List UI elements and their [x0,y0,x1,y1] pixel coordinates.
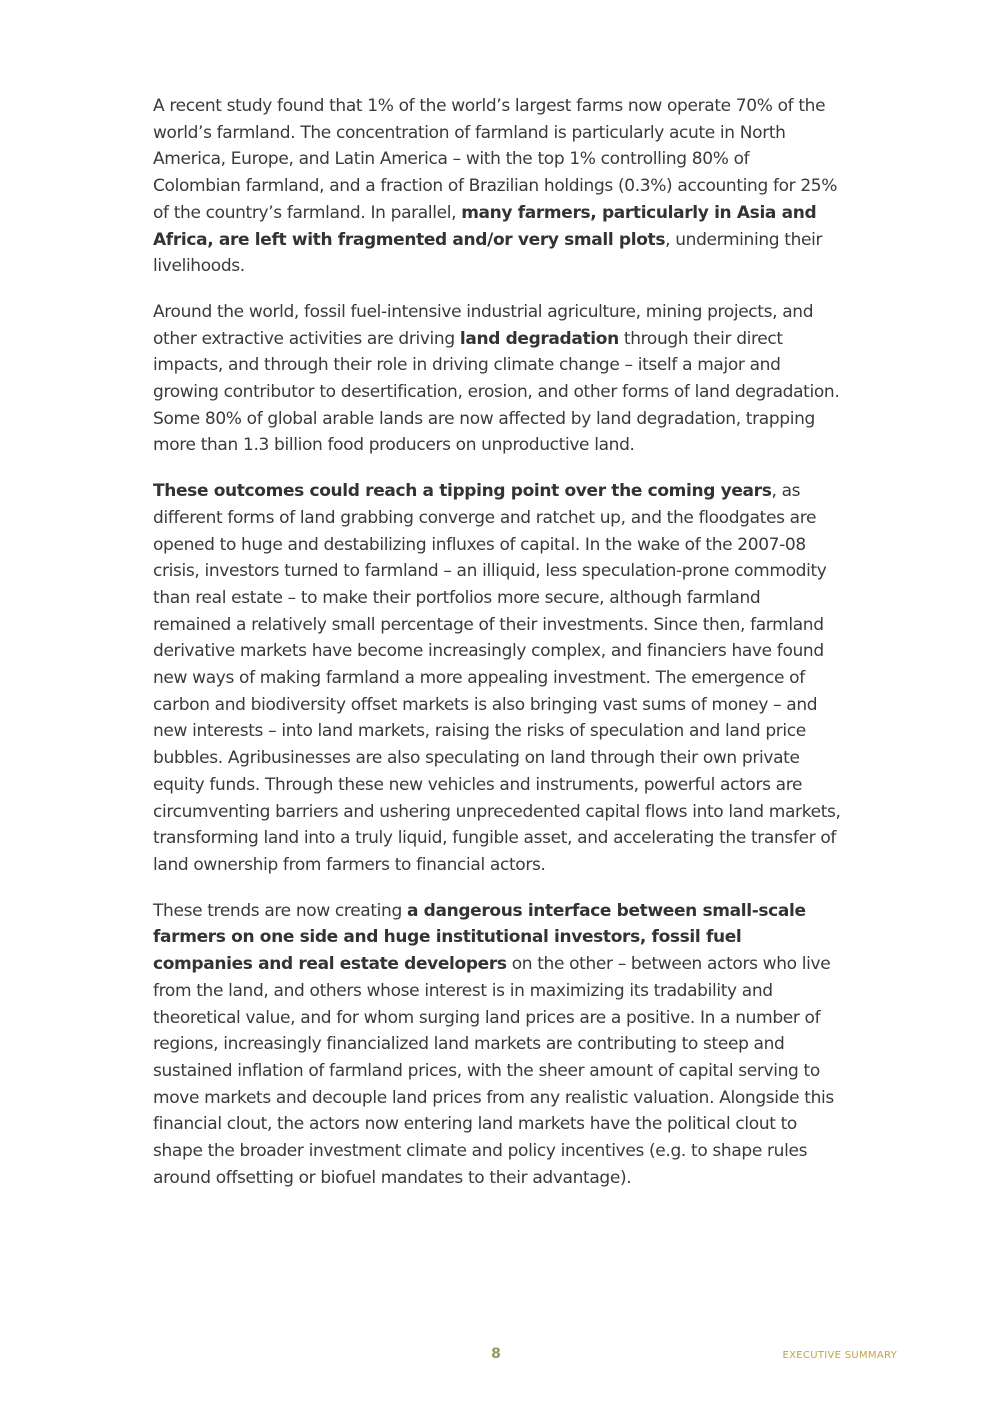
paragraph-text: Around the world, fossil fuel-intensive industrial agriculture, mining projects, and other extractive activities are driving [153,301,814,349]
paragraph-emphasis: many farmers, particularly in Asia and Africa, are left with fragmented and/or very small plots [153,202,817,250]
paragraph-emphasis: These outcomes could reach a tipping point over the coming years [153,481,772,502]
paragraph-text: on the other – between actors who live from the land, and others whose interest is in maximizing its tradability and theoretical value, and for whom surging land prices are a positive. In a number of regions, increasingly financialized land markets are contributing to steep and sustained inflation of farmland prices, with the sheer amount of capital serving to move markets and decouple land prices from any realistic valuation. Alongside this financial clout, the actors now entering land markets have the political clout to shape the broader investment climate and policy incentives (e.g. to shape rules around offsetting or biofuel mandates to their advantage). [153,954,834,1188]
paragraph-text: , undermining their livelihoods. [153,229,823,277]
section-label: EXECUTIVE SUMMARY [782,1350,897,1361]
paragraph-farmland-concentration [153,93,841,280]
paragraph-text: through their direct impacts, and through their role in driving climate change – itself a major and growing contributor to desertification, erosion, and other forms of land degradation. Some 80% of global arable lands are now affected by land degradation, trapping more than 1.3 billion food producers on unproductive land. [153,328,840,456]
paragraph-emphasis: a dangerous interface between small-scale farmers on one side and huge institutional investors, fossil fuel companies and real estate developers [153,900,806,975]
document-body [153,93,841,1210]
paragraph-text: A recent study found that 1% of the world’s largest farms now operate 70% of the world’s farmland. The concentration of farmland is particularly acute in North America, Europe, and Latin America – with the top 1% controlling 80% of Colombian farmland, and a fraction of Brazilian holdings (0.3%) accounting for 25% of the country’s farmland. In parallel, [153,96,838,223]
paragraph-land-degradation [153,299,841,459]
paragraph-text: , as different forms of land grabbing converge and ratchet up, and the floodgates are opened to huge and destabilizing influxes of capital. In the wake of the 2007-08 crisis, investors turned to farmland – an illiquid, less speculation-prone commodity than real estate – to make their portfolios more secure, although farmland remained a relatively small percentage of their investments. Since then, farmland derivative markets have become increasingly complex, and financiers have found new ways of making farmland a more appealing investment. The emergence of carbon and biodiversity offset markets is also bringing vast sums of money – and new interests – into land markets, raising the risks of speculation and land price bubbles. Agribusinesses are also speculating on land through their own private equity funds. Through these new vehicles and instruments, powerful actors are circumventing barriers and ushering unprecedented capital flows into land markets, transforming land into a truly liquid, fungible asset, and accelerating the transfer of land ownership from farmers to financial actors. [153,481,841,875]
paragraph-tipping-point [153,478,841,879]
page-number: 8 [491,1346,501,1362]
paragraph-dangerous-interface [153,898,841,1192]
paragraph-emphasis: land degradation [459,328,619,349]
paragraph-text: These trends are now creating [153,900,407,921]
